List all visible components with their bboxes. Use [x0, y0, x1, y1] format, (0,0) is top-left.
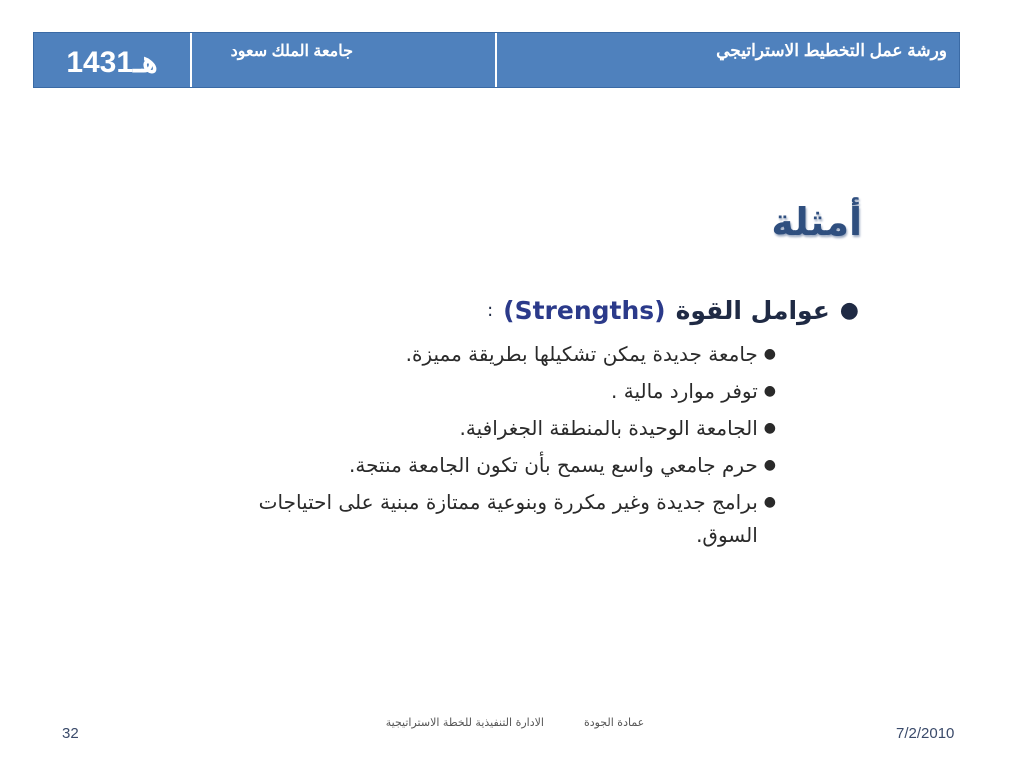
list-item-text: برامج جديدة وغير مكررة وبنوعية ممتازة مبنية على احتياجات السوق.	[258, 490, 758, 547]
list-item	[216, 486, 776, 552]
strengths-list	[216, 338, 776, 556]
bullet-dot-icon: ●	[763, 457, 776, 473]
main-bullet-label: عوامل القوة	[675, 296, 830, 325]
bullet-dot-icon: ●	[839, 298, 859, 323]
footer-departments	[380, 712, 650, 734]
bullet-dot-icon: ●	[763, 420, 776, 436]
list-item	[216, 412, 776, 445]
list-item-text: الجامعة الوحيدة بالمنطقة الجغرافية.	[459, 416, 758, 440]
list-item	[216, 375, 776, 408]
bullet-dot-icon: ●	[763, 346, 776, 362]
footer-dept-exec: الادارة التنفيذية للخطة الاستراتيجية	[385, 716, 544, 729]
list-item-text: جامعة جديدة يمكن تشكيلها بطريقة مميزة.	[405, 342, 758, 366]
page-number: 32	[62, 725, 79, 742]
header-workshop-title: ورشة عمل التخطيط الاستراتيجي	[716, 41, 947, 60]
header-bar	[33, 32, 960, 88]
list-item	[216, 338, 776, 371]
main-bullet-english: (Strengths)	[503, 296, 666, 325]
main-bullet-colon: :	[487, 300, 494, 321]
list-item-text: حرم جامعي واسع يسمح بأن تكون الجامعة منتجة.	[349, 453, 758, 477]
list-item-text: توفر موارد مالية .	[611, 379, 758, 403]
bullet-dot-icon: ●	[763, 494, 776, 510]
header-university: جامعة الملك سعود	[192, 33, 497, 87]
footer-date: 7/2/2010	[896, 725, 955, 742]
slide-title: أمثلة	[771, 200, 862, 244]
header-year: 1431هـ	[34, 33, 192, 87]
bullet-dot-icon: ●	[763, 383, 776, 399]
list-item	[216, 449, 776, 482]
footer-dept-quality: عمادة الجودة	[583, 716, 645, 729]
main-bullet	[487, 296, 859, 325]
